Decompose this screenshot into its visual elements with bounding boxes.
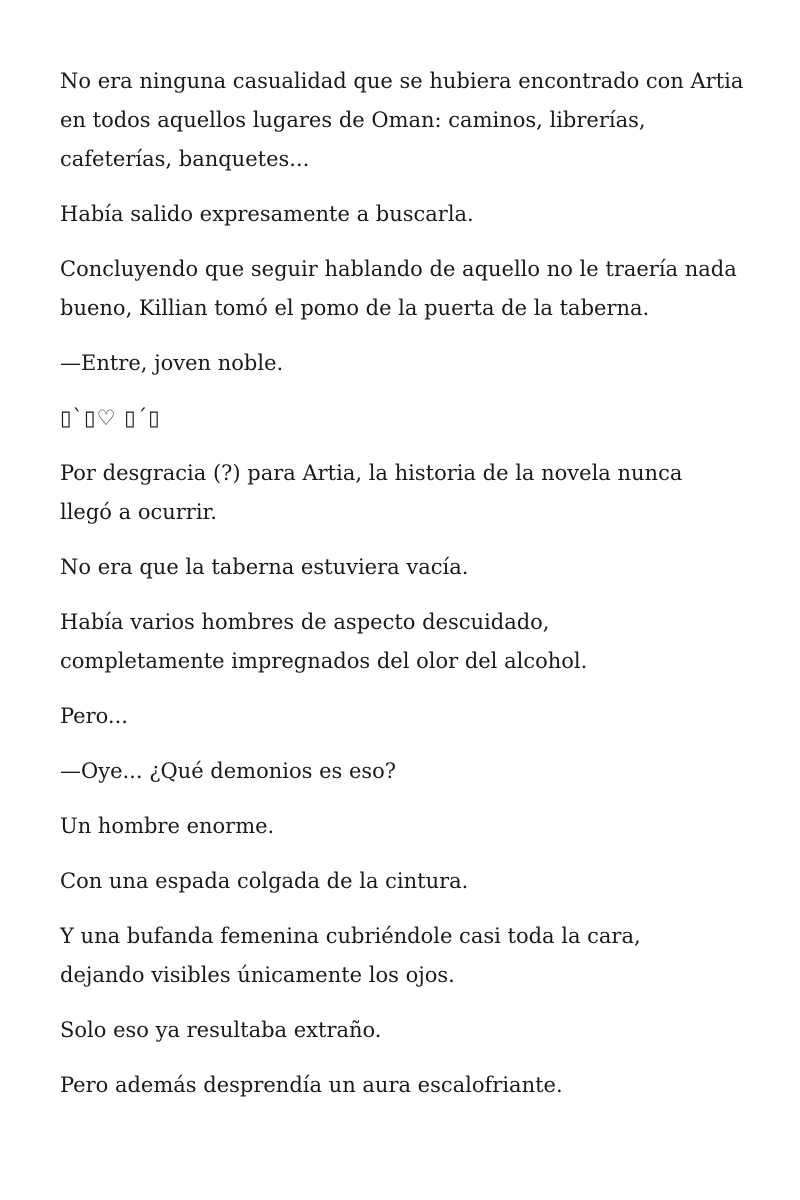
paragraph: No era ninguna casualidad que se hubiera encontrado con Artia en todos aquellos lugares de Oman: caminos, librerías, cafeterías, banquetes... [60, 69, 744, 171]
reading-page [60, 62, 760, 1121]
scene-separator: ▯`▯♡ ▯´▯ [60, 406, 161, 430]
paragraph: Solo eso ya resultaba extraño. [60, 1018, 382, 1042]
paragraph: Pero además desprendía un aura escalofriante. [60, 1073, 563, 1097]
paragraph: No era que la taberna estuviera vacía. [60, 555, 469, 579]
paragraph: Había salido expresamente a buscarla. [60, 202, 474, 226]
paragraph: Con una espada colgada de la cintura. [60, 869, 469, 893]
paragraph: Por desgracia (?) para Artia, la historia de la novela nunca llegó a ocurrir. [60, 461, 683, 524]
paragraph: Y una bufanda femenina cubriéndole casi toda la cara, dejando visibles únicamente los ojos. [60, 924, 641, 987]
paragraph: Pero... [60, 704, 128, 728]
paragraph: Concluyendo que seguir hablando de aquello no le traería nada bueno, Killian tomó el pomo de la puerta de la taberna. [60, 257, 737, 320]
paragraph: —Entre, joven noble. [60, 351, 284, 375]
paragraph: —Oye... ¿Qué demonios es eso? [60, 759, 397, 783]
paragraph: Un hombre enorme. [60, 814, 275, 838]
paragraph: Había varios hombres de aspecto descuidado, completamente impregnados del olor del alcohol. [60, 610, 588, 673]
